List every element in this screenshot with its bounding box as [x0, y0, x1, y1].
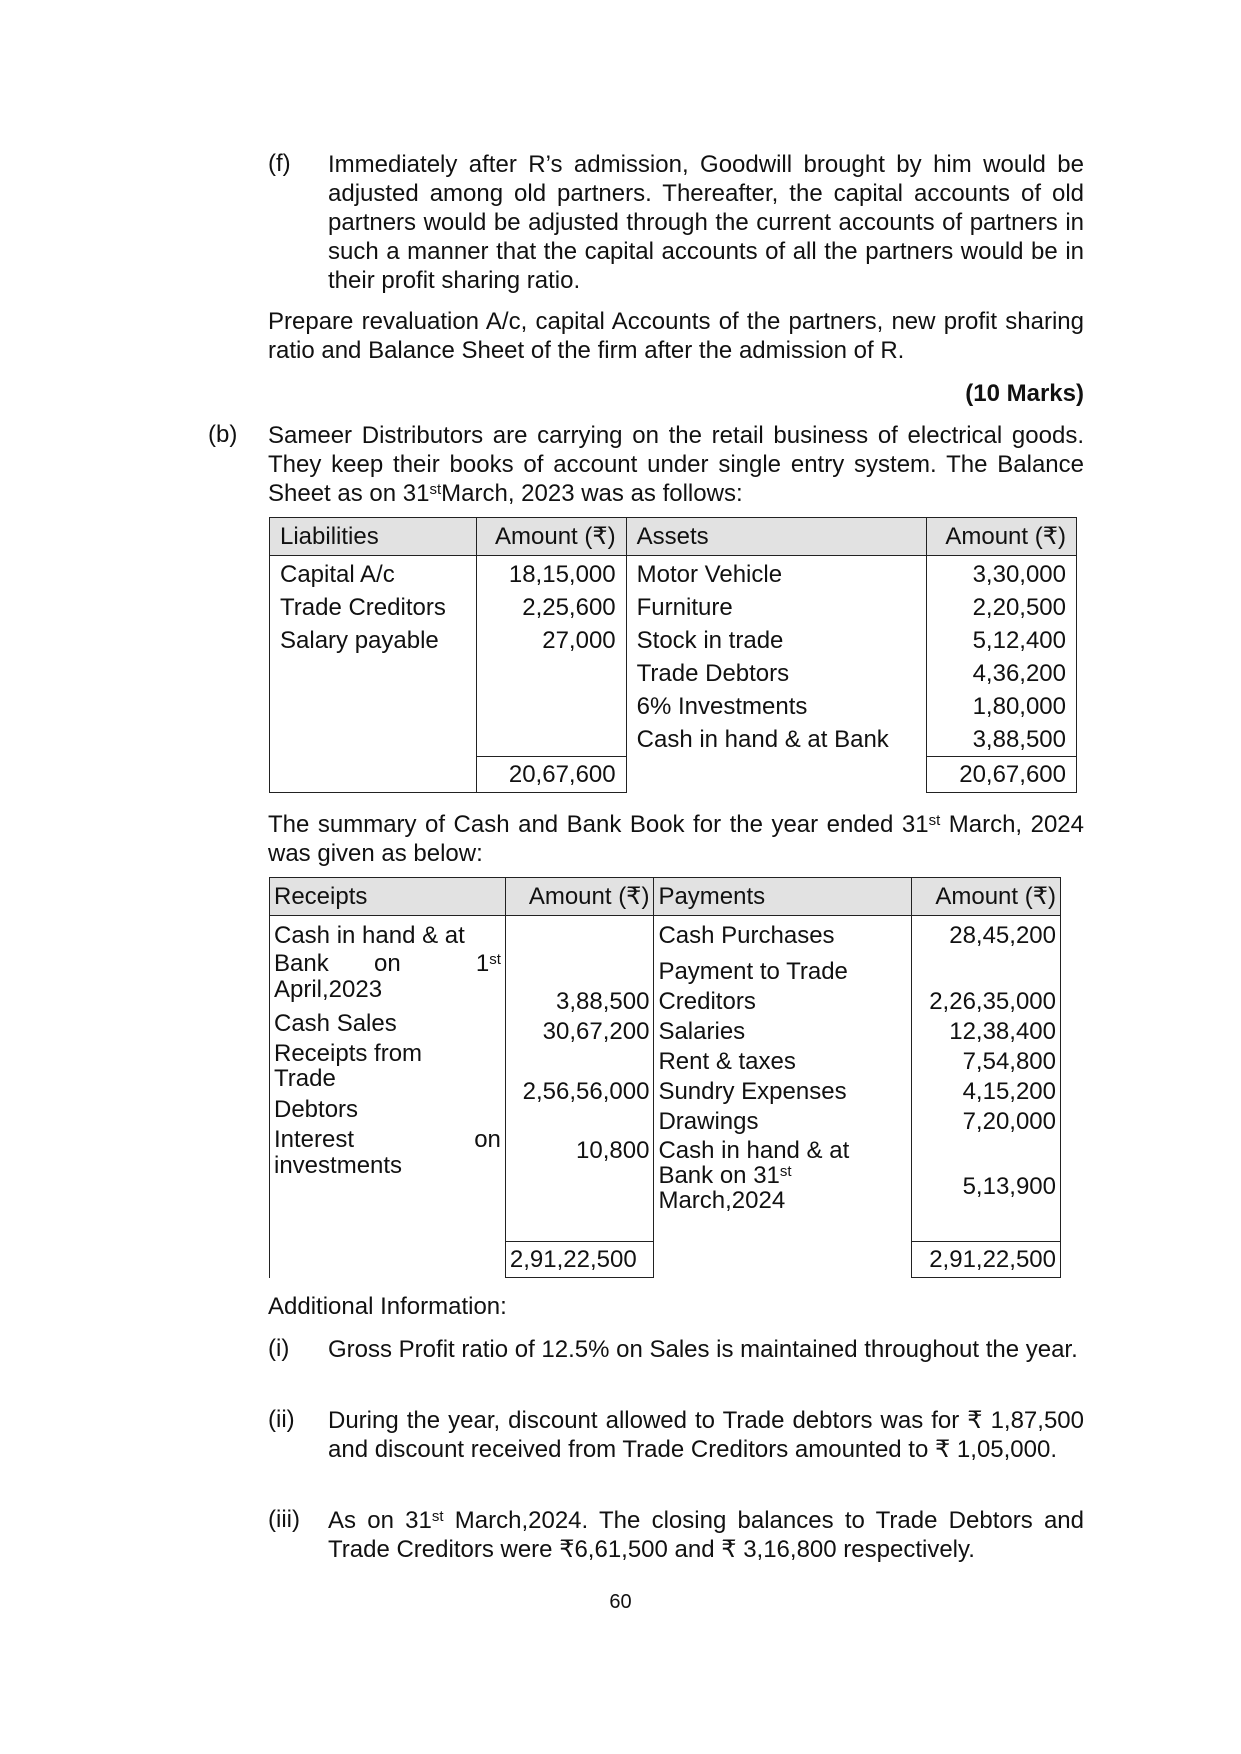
list-item: 2,26,35,000 — [929, 988, 1056, 1015]
list-item: 2,20,500 — [972, 594, 1066, 621]
list-item: Cash Purchases — [658, 922, 835, 949]
bs-asset-amounts-cell — [926, 556, 1076, 757]
list-item: 30,67,200 — [542, 1018, 650, 1045]
list-item: Cash in hand & at Bank — [636, 726, 889, 753]
list-item: 7,20,000 — [962, 1108, 1056, 1135]
bs-total-liabilities: 20,67,600 — [476, 757, 626, 793]
additional-item-text: Gross Profit ratio of 12.5% on Sales is maintained throughout the year. — [328, 1336, 1078, 1363]
cash-book-body-row — [270, 916, 1061, 1242]
list-item: Drawings — [658, 1108, 759, 1135]
cb-header-payments: Payments — [654, 878, 912, 916]
list-item: 10,800 — [576, 1137, 650, 1164]
cash-book-table — [269, 877, 1061, 1278]
list-item: Cash in hand & at — [658, 1137, 850, 1164]
cb-payment-amounts-cell — [912, 916, 1061, 1242]
list-item: 2,56,56,000 — [522, 1078, 650, 1105]
bs-assets-cell — [626, 556, 926, 793]
list-item: Trade Debtors — [636, 660, 790, 687]
part-b-label: (b) — [208, 421, 238, 448]
additional-item-label: (iii) — [268, 1506, 300, 1533]
bs-header-amount: Amount (₹) — [926, 518, 1076, 556]
list-item: March,2024 — [658, 1187, 786, 1214]
cash-book-header-row — [270, 878, 1061, 916]
list-item: 7,54,800 — [962, 1048, 1056, 1075]
list-item: 2,25,600 — [522, 594, 616, 621]
cb-receipt-amounts-cell — [505, 916, 654, 1242]
bs-liabilities-cell — [270, 556, 477, 757]
list-item: Salary payable — [280, 627, 439, 654]
cash-book-intro: The summary of Cash and Bank Book for the year ended 31st March, 2024 was given as below: — [268, 811, 1084, 867]
list-item: 28,45,200 — [949, 922, 1056, 949]
part-b-intro: Sameer Distributors are carrying on the retail business of electrical goods. They keep their books of account under single entry system. The Balance Sheet as on 31stMarch, 2023 was as follows: — [268, 422, 1084, 507]
list-item: 6% Investments — [636, 693, 808, 720]
balance-sheet-header-row — [270, 518, 1077, 556]
additional-item-text: As on 31st March,2024. The closing balances to Trade Debtors and Trade Creditors were ₹6,61,500 and ₹ 3,16,800 respectively. — [328, 1507, 1084, 1563]
list-item: Motor Vehicle — [636, 561, 783, 588]
list-item: Trade — [274, 1065, 336, 1092]
bs-total-assets: 20,67,600 — [926, 757, 1076, 793]
list-item: 1,80,000 — [972, 693, 1066, 720]
list-item: 5,12,400 — [972, 627, 1066, 654]
list-item: Cash Sales — [274, 1010, 397, 1037]
list-item: 18,15,000 — [508, 561, 616, 588]
list-item: on — [374, 950, 401, 977]
bs-header-amount: Amount (₹) — [476, 518, 626, 556]
list-item: Interest — [274, 1126, 355, 1153]
list-item: Stock in trade — [636, 627, 784, 654]
list-item: Receipts from — [274, 1040, 423, 1067]
additional-info-title: Additional Information: — [268, 1293, 507, 1320]
list-item: Creditors — [658, 988, 756, 1015]
balance-sheet-table — [269, 517, 1077, 793]
balance-sheet-body-row — [270, 556, 1077, 757]
additional-item-label: (ii) — [268, 1406, 295, 1433]
list-item: 4,15,200 — [962, 1078, 1056, 1105]
list-item: 3,88,500 — [556, 988, 650, 1015]
bs-header-assets: Assets — [626, 518, 926, 556]
list-item: April,2023 — [274, 976, 383, 1003]
list-item: Bank — [274, 950, 329, 977]
list-item: 27,000 — [542, 627, 616, 654]
list-item: Trade Creditors — [280, 594, 446, 621]
list-item: Sundry Expenses — [658, 1078, 847, 1105]
list-item: 12,38,400 — [949, 1018, 1056, 1045]
cb-payments-cell — [654, 916, 912, 1278]
list-item: on — [474, 1126, 501, 1153]
list-item: investments — [274, 1152, 403, 1179]
bs-header-liabilities: Liabilities — [270, 518, 477, 556]
cb-header-amount: Amount (₹) — [912, 878, 1061, 916]
page-number: 60 — [609, 1591, 632, 1613]
list-item: 5,13,900 — [962, 1173, 1056, 1200]
marks: (10 Marks) — [965, 380, 1084, 407]
prepare-instruction: Prepare revaluation A/c, capital Accounts of the partners, new profit sharing ratio and Balance Sheet of the firm after the admission of R. — [268, 308, 1084, 364]
list-item: Salaries — [658, 1018, 746, 1045]
cb-total-payments: 2,91,22,500 — [912, 1242, 1061, 1278]
list-item: 1st — [475, 950, 501, 977]
cb-header-receipts: Receipts — [270, 878, 506, 916]
list-item: 3,30,000 — [972, 561, 1066, 588]
cb-header-amount: Amount (₹) — [505, 878, 654, 916]
list-item: Payment to Trade — [658, 958, 848, 985]
list-item: Bank on 31st — [658, 1162, 792, 1189]
additional-item-label: (i) — [268, 1335, 290, 1362]
cb-receipts-cell — [270, 916, 506, 1278]
item-f-label: (f) — [268, 150, 291, 177]
list-item: Rent & taxes — [658, 1048, 796, 1075]
list-item: Furniture — [636, 594, 733, 621]
item-f-text: Immediately after R’s admission, Goodwill brought by him would be adjusted among old partners. Thereafter, the capital accounts of old partners would be adjusted through the current accounts of partners in such a manner that the capital accounts of all the partners would be in their profit sharing ratio. — [328, 151, 1084, 294]
bs-liability-amounts-cell — [476, 556, 626, 757]
list-item: 3,88,500 — [972, 726, 1066, 753]
list-item: Debtors — [274, 1096, 359, 1123]
cb-total-receipts: 2,91,22,500 — [505, 1242, 654, 1278]
additional-item-text: During the year, discount allowed to Trade debtors was for ₹ 1,87,500 and discount received from Trade Creditors amounted to ₹ 1,05,000. — [328, 1407, 1084, 1463]
list-item: Cash in hand & at — [274, 922, 465, 949]
list-item: Capital A/c — [280, 561, 395, 588]
list-item: 4,36,200 — [972, 660, 1066, 687]
